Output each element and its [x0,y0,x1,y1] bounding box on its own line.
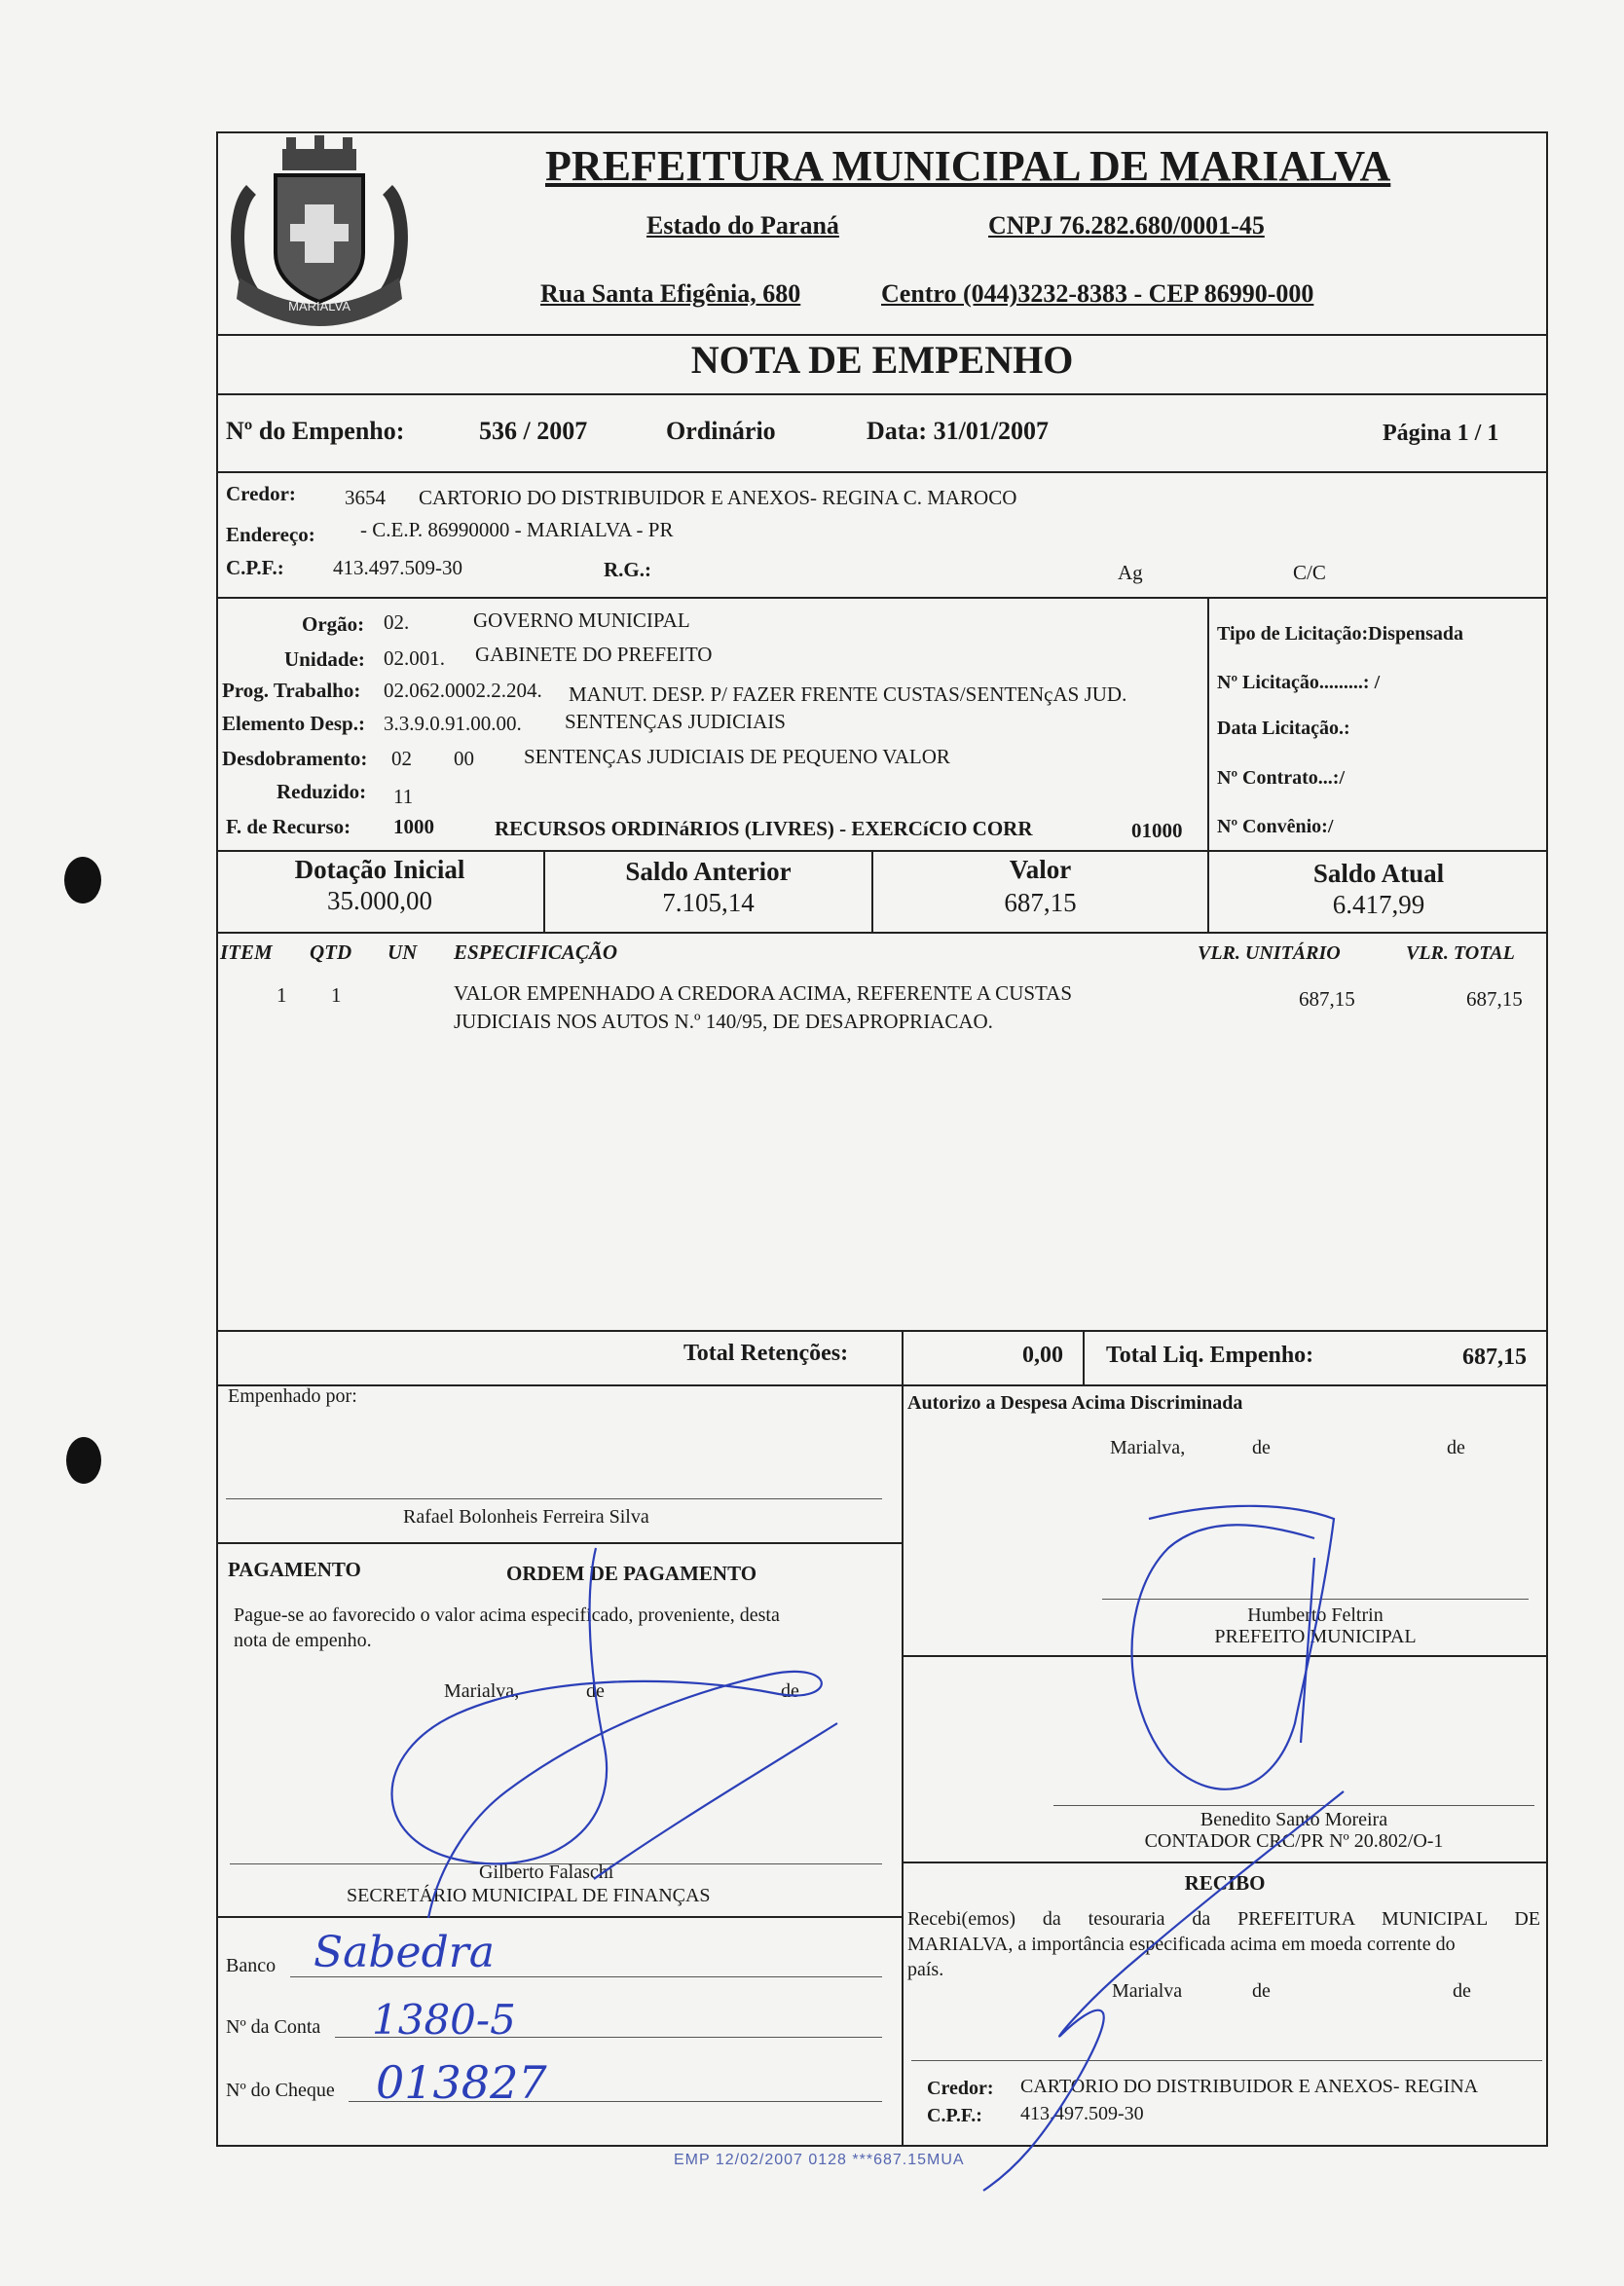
unidade-label: Unidade: [284,647,365,671]
recibo-cpf-label: C.P.F.: [927,2105,982,2126]
recibo-label: RECIBO [1184,1871,1266,1895]
document-title: NOTA DE EMPENHO [690,338,1074,382]
unidade-value: GABINETE DO PREFEITO [475,643,713,666]
elem-label: Elemento Desp.: [222,712,365,735]
col-un: UN [388,940,418,964]
total-retencoes-label: Total Retenções: [683,1341,849,1366]
total-retencoes-value: 0,00 [1022,1343,1063,1368]
punch-hole-top [64,857,101,903]
desd-sub: 00 [454,747,474,770]
numero-contrato: Nº Contrato...:/ [1217,767,1346,789]
credor-code: 3654 [345,486,386,509]
pagamento-de-2: de [781,1680,799,1702]
cpf-value: 413.497.509-30 [333,556,462,579]
cpf-label: C.P.F.: [226,556,284,579]
conta-label: Nº da Conta [226,2016,321,2038]
empenho-date: Data: 31/01/2007 [867,417,1050,445]
valor-value: 687,15 [1004,888,1077,917]
page-title: PREFEITURA MUNICIPAL DE MARIALVA [545,142,1391,190]
municipal-seal-icon [222,131,417,336]
recibo-credor-label: Credor: [927,2078,994,2099]
elem-value: SENTENÇAS JUDICIAIS [565,710,786,733]
empenho-number: 536 / 2007 [479,417,588,445]
col-vlr-total: VLR. TOTAL [1406,942,1515,964]
page-number: Página 1 / 1 [1383,421,1499,446]
address-label: Rua Santa Efigênia, 680 [540,279,801,308]
item-vlr-unit: 687,15 [1299,987,1355,1011]
credor-name: CARTORIO DO DISTRIBUIDOR E ANEXOS- REGINA C. MAROCO [419,486,1017,509]
banco-label: Banco [226,1955,277,1976]
col-qtd: QTD [310,940,352,964]
tipo-licitacao: Tipo de Licitação:Dispensada [1217,623,1463,645]
rg-label: R.G.: [604,558,651,581]
recurso-value: RECURSOS ORDINáRIOS (LIVRES) - EXERCíCIO CORR [495,817,1033,840]
credor-label: Credor: [226,482,296,505]
cc-label: C/C [1293,561,1326,584]
valor-label: Valor [1009,855,1072,884]
prog-value: MANUT. DESP. P/ FAZER FRENTE CUSTAS/SENTENçAS JUD. [569,682,1127,706]
cheque-label: Nº do Cheque [226,2080,335,2101]
total-liq-label: Total Liq. Empenho: [1106,1343,1314,1368]
ordem-pagamento-label: ORDEM DE PAGAMENTO [506,1562,757,1585]
numero-convenio: Nº Convênio:/ [1217,816,1334,837]
item-desc-line2: JUDICIAIS NOS AUTOS N.º 140/95, DE DESAPROPRIACAO. [454,1010,993,1033]
state-label: Estado do Paraná [646,211,839,240]
pagamento-label: PAGAMENTO [228,1558,361,1581]
empenhado-name: Rafael Bolonheis Ferreira Silva [403,1506,649,1528]
item-number: 1 [277,983,287,1007]
empenho-label: Nº do Empenho: [226,417,405,445]
autorizo-place: Marialva, [1110,1437,1186,1458]
saldo-anterior-label: Saldo Anterior [625,857,792,886]
numero-licitacao: Nº Licitação.........: / [1217,672,1381,693]
autorizo-de-2: de [1447,1437,1465,1458]
total-liq-value: 687,15 [1462,1345,1527,1370]
orgao-code: 02. [384,610,410,634]
secretario-name: Gilberto Falaschi [479,1862,614,1883]
desd-value: SENTENÇAS JUDICIAIS DE PEQUENO VALOR [524,745,950,768]
col-espec: ESPECIFICAÇÃO [454,940,618,964]
autorizo-de-1: de [1252,1437,1271,1458]
pagamento-text-2: nota de empenho. [234,1630,372,1651]
item-qtd: 1 [331,983,342,1007]
endereco-label: Endereço: [226,523,315,546]
recurso-code: 1000 [393,815,434,838]
recibo-cpf-value: 413.497.509-30 [1020,2103,1144,2124]
punch-hole-bottom [66,1437,101,1484]
dotacao-label: Dotação Inicial [294,855,465,884]
saldo-atual-value: 6.417,99 [1332,890,1425,919]
reduzido-value: 11 [393,785,414,808]
unidade-code: 02.001. [384,646,445,670]
seal-text: MARIALVA [288,299,351,313]
cnpj-label: CNPJ 76.282.680/0001-45 [988,211,1265,240]
prog-label: Prog. Trabalho: [222,679,361,702]
secretario-title: SECRETÁRIO MUNICIPAL DE FINANÇAS [347,1885,711,1906]
orgao-value: GOVERNO MUNICIPAL [473,608,690,632]
conta-value: 1380-5 [372,1996,516,2044]
recibo-de-2: de [1453,1980,1471,2002]
pagamento-text-1: Pague-se ao favorecido o valor acima especificado, proveniente, desta [234,1604,780,1626]
autorizo-label: Autorizo a Despesa Acima Discriminada [907,1392,1243,1414]
banco-value: Sabedra [314,1928,496,1977]
elem-code: 3.3.9.0.91.00.00. [384,712,522,735]
contact-label: Centro (044)3232-8383 - CEP 86990-000 [881,279,1314,308]
desd-label: Desdobramento: [222,747,368,770]
pagamento-place: Marialva, [444,1680,520,1702]
recibo-text-3: país. [907,1959,944,1980]
contador-name: Benedito Santo Moreira [1200,1809,1388,1830]
col-vlr-unit: VLR. UNITÁRIO [1198,942,1341,964]
item-vlr-total: 687,15 [1466,987,1523,1011]
pagamento-de-1: de [586,1680,605,1702]
item-desc-line1: VALOR EMPENHADO A CREDORA ACIMA, REFERENTE A CUSTAS [454,981,1073,1005]
empenhado-label: Empenhado por: [228,1385,357,1407]
dotacao-value: 35.000,00 [327,886,432,915]
recurso-number: 01000 [1131,819,1183,842]
saldo-atual-label: Saldo Atual [1312,859,1445,888]
recibo-credor-value: CARTORIO DO DISTRIBUIDOR E ANEXOS- REGINA [1020,2076,1479,2097]
recibo-text-1: Recebi(emos) da tesouraria da PREFEITURA MUNICIPAL DE [907,1908,1540,1930]
recurso-label: F. de Recurso: [226,815,351,838]
cheque-value: 013827 [376,2056,547,2109]
endereco-value: - C.E.P. 86990000 - MARIALVA - PR [360,518,674,541]
ag-label: Ag [1118,561,1143,584]
prefeito-title: PREFEITO MUNICIPAL [1214,1626,1417,1647]
data-licitacao: Data Licitação.: [1217,718,1350,739]
orgao-label: Orgão: [302,612,365,636]
col-item: ITEM [220,940,273,964]
saldo-anterior-value: 7.105,14 [662,888,755,917]
reduzido-label: Reduzido: [277,780,367,803]
prefeito-name: Humberto Feltrin [1247,1604,1384,1626]
recibo-text-2: MARIALVA, a importância especificada acima em moeda corrente do [907,1934,1456,1955]
contador-title: CONTADOR CRC/PR Nº 20.802/O-1 [1144,1830,1444,1852]
prog-code: 02.062.0002.2.204. [384,679,542,702]
desd-code: 02 [391,747,412,770]
print-stamp: EMP 12/02/2007 0128 ***687.15MUA [674,2152,965,2168]
recibo-place: Marialva [1112,1980,1183,2002]
recibo-de-1: de [1252,1980,1271,2002]
empenho-type: Ordinário [666,417,776,445]
